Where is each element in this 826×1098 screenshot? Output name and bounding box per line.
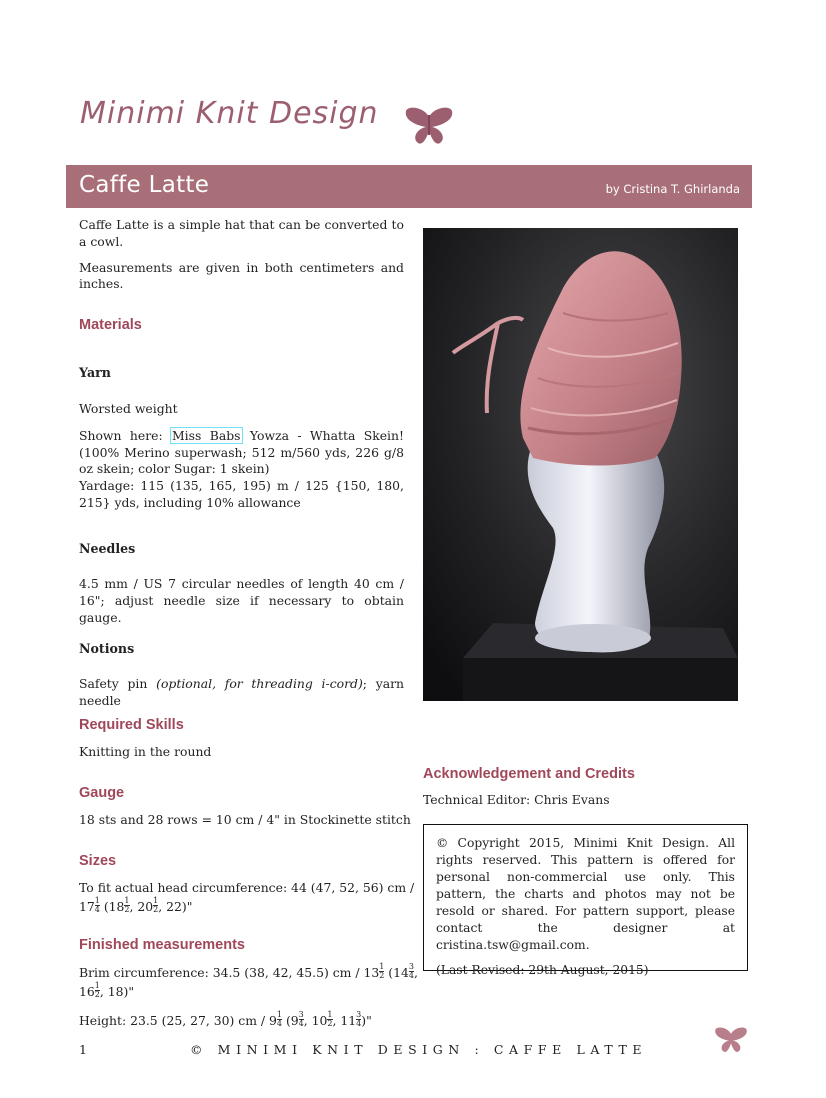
notions-suffix: ; yarn needle	[79, 676, 404, 708]
skills-text: Knitting in the round	[79, 744, 212, 759]
pattern-title: Caffe Latte	[79, 172, 210, 198]
skills-section	[79, 744, 404, 761]
needles-text: 4.5 mm / US 7 circular needles of length 40 cm / 16"; adjust needle size if necessary to obtain gauge.	[79, 576, 404, 625]
notions-optional: (optional, for threading i-cord)	[156, 676, 363, 691]
required-skills-heading: Required Skills	[79, 717, 184, 733]
miss-babs-link[interactable]: Miss Babs	[172, 427, 241, 443]
acknowledgement-heading: Acknowledgement and Credits	[423, 766, 635, 782]
sizes-section	[79, 880, 415, 916]
copyright-box	[423, 824, 748, 977]
logo-text: Minimi Knit Design	[80, 96, 379, 131]
brim-text: Brim circumference: 34.5 (38, 42, 45.5) cm / 13 $\frac{1}{2}$ (14 $\frac{3}{4}$ ,	[79, 962, 418, 980]
title-banner	[66, 165, 752, 208]
shown-details: Yowza - Whatta Skein! (100% Merino superwash; 512 m/560 yds, 226 g/8 oz skein; color Sugar: 1 skein)	[79, 427, 404, 477]
technical-editor: Technical Editor: Chris Evans	[423, 792, 610, 807]
gauge-section	[79, 812, 411, 829]
finished-measurements-heading: Finished measurements	[79, 937, 245, 953]
sizes-inches: 17 $\frac{1}{4}$ (18 $\frac{1}{2}$ , 20 $\frac{1}{2}$ , 22)"	[79, 895, 193, 914]
height-text: Height: 23.5 (25, 27, 30) cm / 9 $\frac{1}{4}$ (9 $\frac{3}{4}$ , 10 $\frac{1}{2}$ , 11 $\frac{3}{4}$ )"	[79, 1009, 372, 1028]
intro-section	[79, 217, 404, 293]
needles-heading: Needles	[79, 541, 136, 556]
page-number: 1	[79, 1042, 87, 1057]
yardage-text: Yardage: 115 (135, 165, 195) m / 125 {150, 180, 215} yds, including 10% allowance	[79, 478, 404, 510]
yarn-heading: Yarn	[79, 365, 111, 380]
materials-heading: Materials	[79, 317, 142, 333]
needles-section	[79, 576, 404, 626]
notions-text	[79, 676, 404, 710]
gauge-text: 18 sts and 28 rows = 10 cm / 4" in Stockinette stitch	[79, 812, 411, 827]
yarn-section	[79, 401, 404, 512]
last-revised: (Last Revised: 29th August, 2015)	[436, 963, 649, 977]
notions-prefix: Safety pin	[79, 676, 148, 691]
copyright-text: © Copyright 2015, Minimi Knit Design. All rights reserved. This pattern is offered for personal non-commercial use only. This pattern, the charts and photos may not be resold or shared. For pattern support, please contact the designer at cristina.tsw@gmail.com.	[436, 836, 735, 952]
brim-text-cont: 16 $\frac{1}{2}$ , 18)"	[79, 980, 135, 999]
measurements-paragraph: Measurements are given in both centimeters and inches.	[79, 259, 404, 292]
butterfly-icon	[714, 1025, 748, 1055]
sizes-text: To fit actual head circumference: 44 (47, 52, 56) cm /	[79, 880, 415, 895]
intro-paragraph: Caffe Latte is a simple hat that can be converted to a cowl.	[79, 217, 404, 249]
credits-section	[423, 792, 749, 809]
designer-byline: by Cristina T. Ghirlanda	[605, 182, 740, 196]
sizes-heading: Sizes	[79, 853, 117, 869]
hat-photo	[423, 228, 738, 701]
running-footer: © MINIMI KNIT DESIGN : CAFFE LATTE	[190, 1042, 648, 1057]
finished-section	[79, 962, 418, 1029]
shown-here-text	[79, 428, 404, 478]
yarn-weight: Worsted weight	[79, 401, 178, 416]
gauge-heading: Gauge	[79, 785, 125, 801]
notions-heading: Notions	[79, 641, 135, 656]
butterfly-icon	[404, 105, 454, 147]
shown-prefix: Shown here:	[79, 427, 163, 443]
notions-section	[79, 676, 404, 710]
